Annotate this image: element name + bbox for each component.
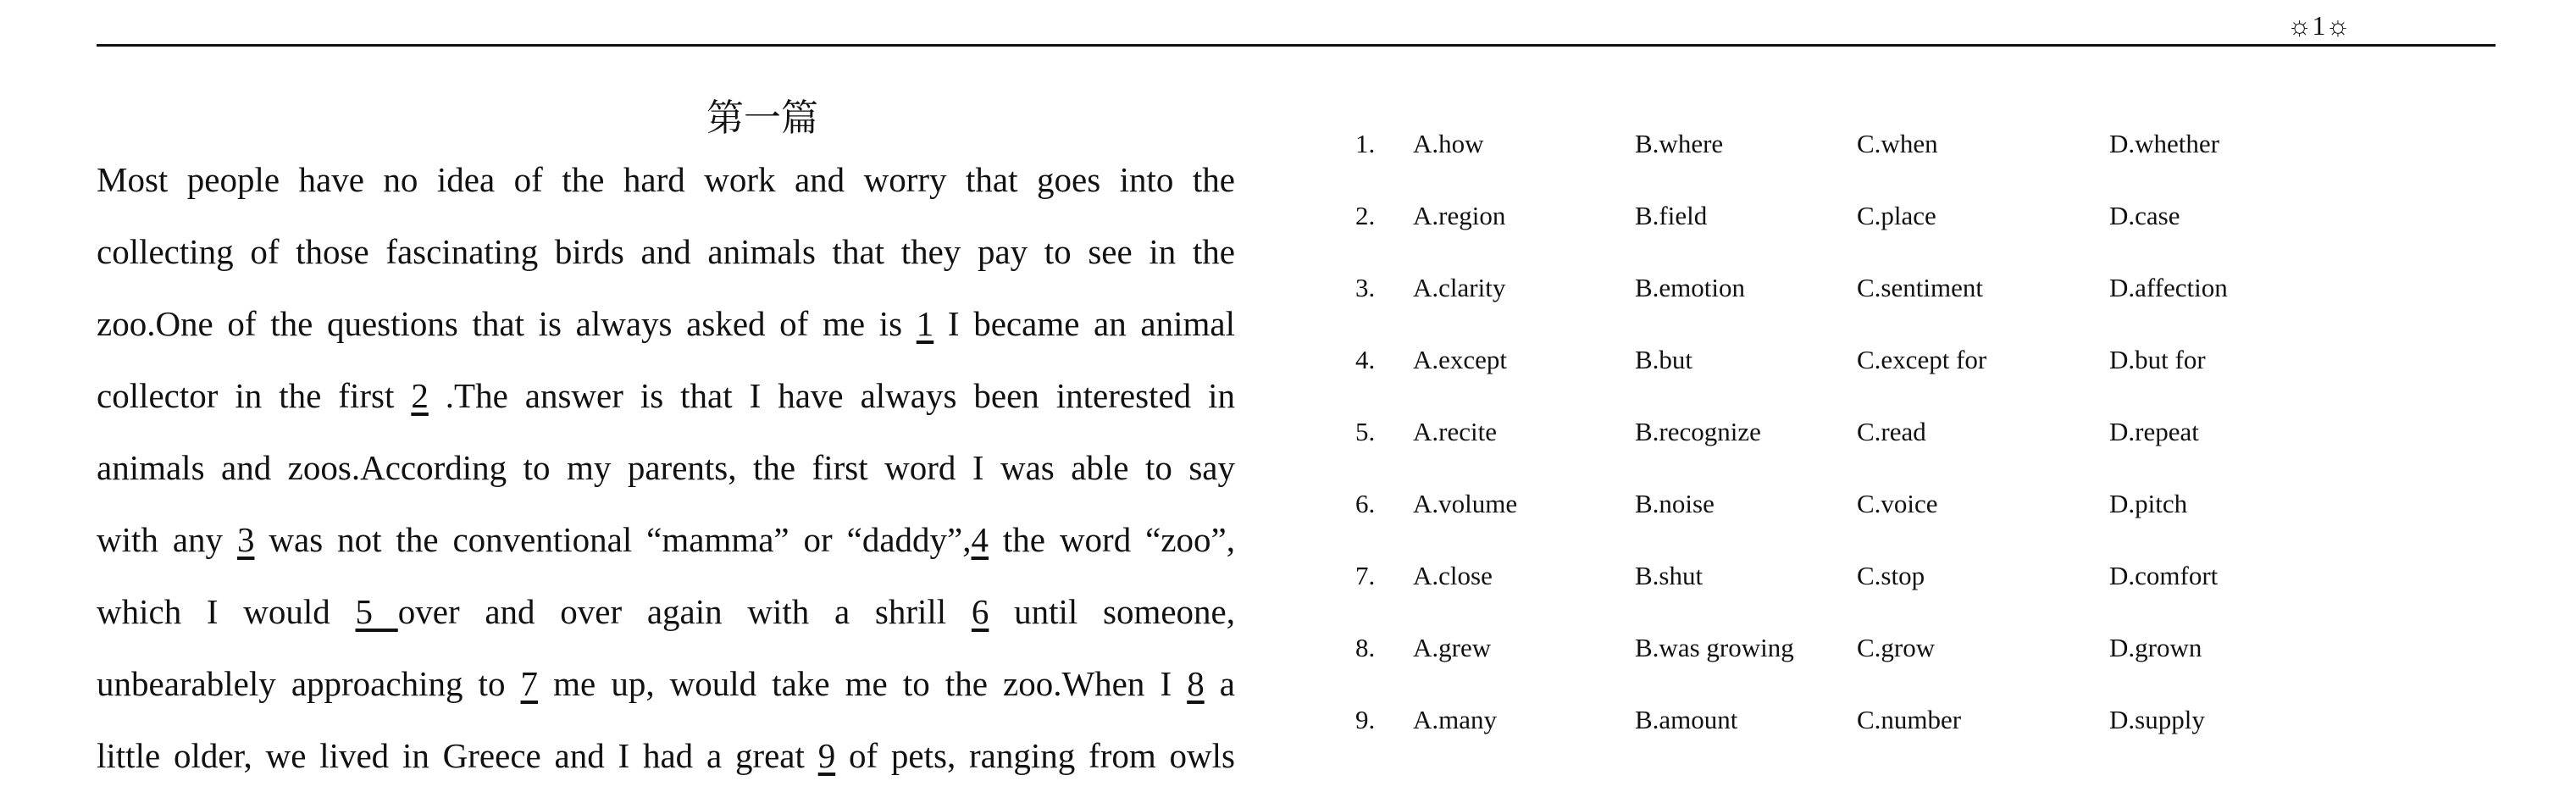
option-row <box>1355 623 2541 695</box>
option-d: D.affection <box>2109 273 2228 302</box>
options-list <box>1355 119 2541 767</box>
blank-number: 2 <box>411 376 429 415</box>
option-row <box>1355 263 2541 335</box>
option-a: A.grew <box>1413 633 1492 662</box>
option-a: A.many <box>1413 705 1498 734</box>
option-b: B.emotion <box>1635 273 1746 302</box>
question-number: 5. <box>1355 417 1376 446</box>
option-a: A.volume <box>1413 489 1518 518</box>
option-b: B.field <box>1635 201 1708 230</box>
passage-line <box>97 432 1235 504</box>
option-row <box>1355 191 2541 263</box>
blank-number: 3 <box>236 520 255 559</box>
option-row <box>1355 551 2541 623</box>
option-row <box>1355 479 2541 551</box>
passage-line <box>97 576 1235 648</box>
option-row <box>1355 695 2541 767</box>
blank-number: 8 <box>1187 664 1205 703</box>
passage-text: animals and zoos.According to my parents, the first word I was able to say <box>97 448 1235 487</box>
passage-text: little older, we lived in Greece and I had a great <box>97 736 818 775</box>
question-number: 7. <box>1355 561 1376 590</box>
option-row <box>1355 335 2541 407</box>
passage-text: collector in the first <box>97 376 412 415</box>
blank-number: 4 <box>971 520 989 559</box>
option-d: D.comfort <box>2109 561 2219 590</box>
passage-text: me up, would take me to the zoo.When I <box>538 664 1188 703</box>
blank-number: 6 <box>971 592 989 631</box>
question-number: 8. <box>1355 633 1376 662</box>
question-number: 6. <box>1355 489 1376 518</box>
page-number: ☼1☼ <box>2287 10 2351 41</box>
option-b: B.shut <box>1635 561 1703 590</box>
blank-number: 9 <box>817 736 836 775</box>
question-number: 9. <box>1355 705 1376 734</box>
passage-text: of pets, ranging from owls <box>835 736 1235 775</box>
header-rule <box>97 44 2496 47</box>
option-b: B.recognize <box>1635 417 1761 446</box>
passage-line <box>97 504 1235 576</box>
passage-text: a <box>1204 664 1235 703</box>
passage-line <box>97 216 1235 288</box>
blank-number: 7 <box>520 664 539 703</box>
option-d: D.grown <box>2109 633 2202 662</box>
passage-text: collecting of those fascinating birds and animals that they pay to see in the <box>97 232 1235 271</box>
passage-text: was not the conventional “mamma” or “daddy”, <box>254 520 972 559</box>
option-d: D.repeat <box>2109 417 2199 446</box>
passage-text: zoo.One of the questions that is always asked of me is <box>97 304 917 343</box>
option-d: D.pitch <box>2109 489 2188 518</box>
passage-text: unbearablely approaching to <box>97 664 521 703</box>
passage-text: until someone, <box>989 592 1235 631</box>
option-c: C.except for <box>1857 345 1987 374</box>
option-a: A.close <box>1413 561 1493 590</box>
passage-text: which I would <box>97 592 356 631</box>
section-title <box>97 93 1054 144</box>
option-row <box>1355 407 2541 479</box>
question-number: 4. <box>1355 345 1376 374</box>
passage-text: the word “zoo”, <box>988 520 1235 559</box>
passage-line <box>97 648 1235 720</box>
option-c: C.read <box>1857 417 1926 446</box>
option-c: C.voice <box>1857 489 1938 518</box>
option-d: D.but for <box>2109 345 2206 374</box>
option-b: B.but <box>1635 345 1693 374</box>
option-c: C.when <box>1857 129 1938 158</box>
option-c: C.sentiment <box>1857 273 1983 302</box>
passage-text: I became an animal <box>933 304 1235 343</box>
question-number: 3. <box>1355 273 1376 302</box>
passage-text: with any <box>97 520 237 559</box>
passage-column <box>97 93 1235 792</box>
option-c: C.grow <box>1857 633 1936 662</box>
passage-line <box>97 720 1235 792</box>
option-b: B.where <box>1635 129 1724 158</box>
option-b: B.was growing <box>1635 633 1794 662</box>
option-b: B.amount <box>1635 705 1738 734</box>
passage-line <box>97 288 1235 360</box>
option-a: A.how <box>1413 129 1484 158</box>
option-b: B.noise <box>1635 489 1715 518</box>
passage-text: Most people have no idea of the hard work and worry that goes into the <box>97 160 1235 199</box>
passage-line <box>97 360 1235 432</box>
passage-text: over and over again with a shrill <box>397 592 972 631</box>
option-c: C.place <box>1857 201 1936 230</box>
option-d: D.supply <box>2109 705 2205 734</box>
blank-number: 1 <box>916 304 934 343</box>
option-c: C.stop <box>1857 561 1925 590</box>
option-d: D.case <box>2109 201 2180 230</box>
passage-line <box>97 144 1235 216</box>
section-title-text: 第一篇 <box>706 97 818 139</box>
question-number: 1. <box>1355 129 1376 158</box>
question-number: 2. <box>1355 201 1376 230</box>
option-d: D.whether <box>2109 129 2219 158</box>
passage <box>97 144 1235 792</box>
option-row <box>1355 119 2541 191</box>
option-a: A.except <box>1413 345 1508 374</box>
option-c: C.number <box>1857 705 1962 734</box>
option-a: A.clarity <box>1413 273 1506 302</box>
option-a: A.recite <box>1413 417 1497 446</box>
passage-text: .The answer is that I have always been interested in <box>428 376 1235 415</box>
blank-number: 5 <box>355 592 398 631</box>
option-a: A.region <box>1413 201 1506 230</box>
